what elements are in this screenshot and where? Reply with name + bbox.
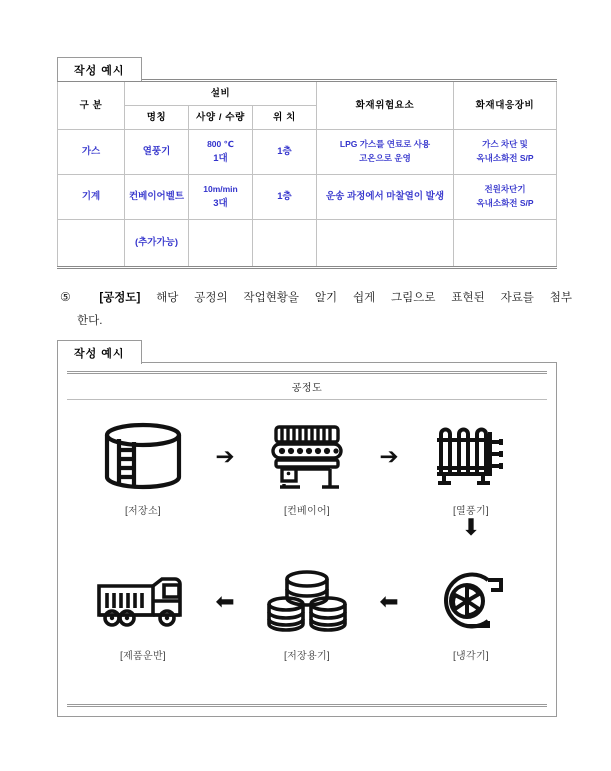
arrow-down-wrap	[67, 517, 547, 547]
hot-air-heater-icon	[412, 418, 530, 496]
flow-node-heater	[412, 418, 530, 517]
arrow-right-icon: ➔	[215, 443, 235, 470]
header-fire-response: 화재대응장비	[454, 81, 557, 130]
cell-response-line2: 옥내소화전 S/P	[476, 153, 534, 163]
cell-hazard: 운송 과정에서 마찰열이 발생	[317, 175, 454, 220]
flow-node-conveyor	[248, 418, 366, 517]
cell-response-line1: 가스 차단 및	[482, 139, 528, 150]
instruction-paragraph	[60, 285, 572, 333]
flow-node-label: [저장소]	[124, 506, 162, 517]
example-tab-diagram: 작성 예시	[57, 340, 142, 364]
paragraph-line-2: 한다.	[77, 315, 103, 327]
flow-node-storage	[84, 418, 202, 517]
cell-response	[454, 130, 557, 175]
flow-node-label: [열풍기]	[452, 506, 490, 517]
header-fire-hazard: 화재위험요소	[317, 81, 454, 130]
cell-response-line1: 전원차단기	[484, 184, 526, 195]
paragraph-line-1	[60, 285, 572, 310]
storage-tank-icon	[84, 418, 202, 496]
arrow-left-icon: ⬅	[215, 588, 235, 615]
cell-spec-line2: 1대	[213, 153, 228, 164]
cell-response-line2: 옥내소화전 S/P	[476, 198, 534, 208]
cell-spec	[189, 175, 253, 220]
flow-row-bottom	[67, 547, 547, 662]
cell-name: 열풍기	[125, 130, 189, 175]
tab-row	[57, 340, 557, 362]
cell-spec-line1: 800 ℃	[207, 139, 234, 150]
cell-location	[253, 220, 317, 268]
cell-spec-line1: 10m/min	[203, 184, 238, 195]
cell-division: 가스	[58, 130, 125, 175]
header-equipment-group: 설비	[125, 81, 317, 106]
flow-node-label: [냉각기]	[452, 651, 490, 662]
cell-division	[58, 220, 125, 268]
tab-row	[57, 57, 557, 79]
table-row	[58, 130, 557, 175]
flow-node-cooler	[412, 563, 530, 662]
header-spec-qty: 사양 / 수량	[189, 106, 253, 130]
paragraph-line-1-rest: 해당 공정의 작업현황을 알기 쉽게 그림으로 표현된 자료를 첨부	[156, 292, 572, 304]
flow-node-label: [컨베이어]	[284, 506, 330, 517]
cell-response	[454, 220, 557, 268]
flow-node-label: [제품운반]	[120, 651, 166, 662]
blower-cooler-icon	[412, 563, 530, 641]
flow-row-top	[67, 400, 547, 517]
diagram-inner-frame	[67, 371, 547, 707]
diagram-outer-frame	[57, 362, 557, 717]
storage-drums-icon	[248, 563, 366, 641]
cell-name: 컨베이어벨트	[125, 175, 189, 220]
cell-location: 1층	[253, 130, 317, 175]
diagram-body	[67, 400, 547, 704]
cell-hazard-line2: 고온으로 운영	[359, 153, 411, 163]
example-tab-equipment: 작성 예시	[57, 57, 142, 81]
paragraph-marker: ⑤	[60, 290, 84, 304]
conveyor-icon	[248, 418, 366, 496]
cell-spec	[189, 220, 253, 268]
header-location: 위 치	[253, 106, 317, 130]
arrow-right-icon: ➔	[379, 443, 399, 470]
cell-response	[454, 175, 557, 220]
table-row	[58, 175, 557, 220]
cell-spec	[189, 130, 253, 175]
table-row	[58, 220, 557, 268]
dump-truck-icon	[84, 563, 202, 641]
flow-node-label: [저장용기]	[284, 651, 330, 662]
cell-division: 기계	[58, 175, 125, 220]
table-header-group-row	[58, 81, 557, 106]
header-division: 구 분	[58, 81, 125, 130]
process-diagram-section	[57, 340, 557, 717]
cell-hazard-line1: LPG 가스를 연료로 사용	[339, 139, 431, 150]
equipment-example-section	[57, 57, 557, 269]
cell-location: 1층	[253, 175, 317, 220]
equipment-table	[57, 79, 557, 269]
arrow-down-icon: ⬇	[461, 515, 481, 541]
cell-hazard	[317, 130, 454, 175]
flow-node-product-transport	[84, 563, 202, 662]
flow-node-storage-container	[248, 563, 366, 662]
diagram-title: 공정도	[67, 374, 547, 400]
arrow-left-icon: ⬅	[379, 588, 399, 615]
cell-spec-line2: 3대	[213, 198, 228, 209]
header-name: 명칭	[125, 106, 189, 130]
paragraph-bracket-term: [공정도]	[99, 292, 141, 304]
cell-hazard	[317, 220, 454, 268]
cell-name: (추가가능)	[125, 220, 189, 268]
